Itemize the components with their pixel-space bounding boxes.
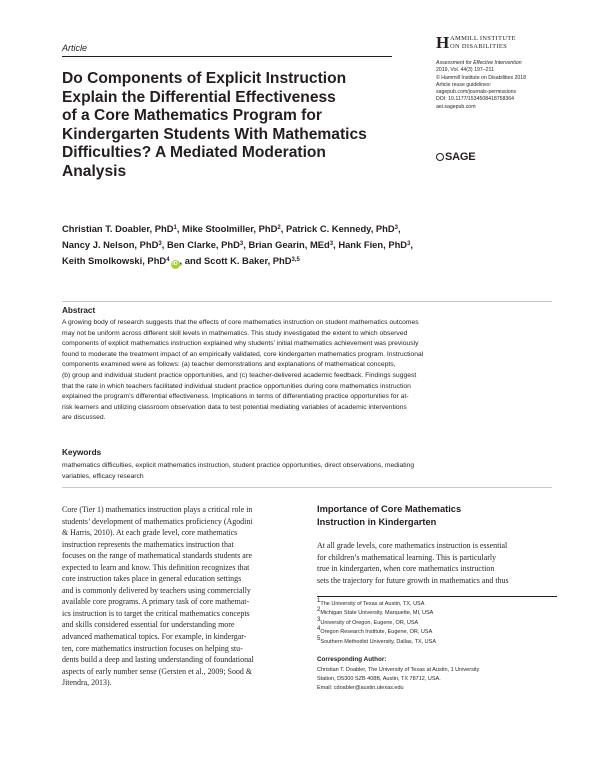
- author-name: Brian Gearin, MEd: [248, 238, 330, 250]
- abstract-divider: [62, 301, 552, 302]
- body-line: & Harris, 2010). At each grade level, core mathematics: [62, 528, 238, 538]
- sage-ring-icon: [436, 153, 444, 161]
- abstract-line: components of explicit mathematics instruction explained why students’ initial mathematics achievement was previously: [62, 340, 419, 348]
- affiliation-marker: 3: [329, 240, 334, 247]
- affiliation-marker: 3: [407, 240, 411, 247]
- affiliation-marker: 4: [166, 256, 170, 263]
- abstract-line: that the rate in which teachers facilitated individual student practice opportunities during core mathematics instruction: [62, 382, 411, 390]
- author-name: Nancy J. Nelson, PhD: [62, 238, 159, 250]
- affiliations: [317, 600, 557, 647]
- keywords-divider: [62, 487, 552, 488]
- title-line: Difficulties? A Mediated Moderation: [62, 144, 326, 161]
- abstract-line: are discussed.: [62, 414, 106, 422]
- affiliation-number: 5: [317, 635, 321, 642]
- body-line: ics instruction is to target the critical mathematics concepts: [62, 608, 250, 618]
- meta-line: 2019, Vol. 44(3) 197–211: [436, 67, 494, 74]
- body-line: true in kindergarten, when core mathematics instruction: [317, 564, 495, 574]
- affiliation: [317, 616, 557, 628]
- affiliation-marker: 2: [277, 225, 281, 231]
- author-name: Hank Fien, PhD: [338, 238, 408, 250]
- keywords-body: [62, 461, 552, 482]
- body-line: for children’s mathematical learning. This is particularly: [317, 552, 497, 562]
- affiliation-number: 1: [317, 598, 321, 604]
- body-line: advanced mathematical topics. For example, in kindergar-: [62, 632, 247, 642]
- author-list: [62, 221, 542, 269]
- author-name: Christian T. Doabler, PhD: [62, 223, 174, 234]
- title-line: of a Core Mathematics Program for: [62, 107, 322, 124]
- body-line: expected to learn and know. This definition recognizes that: [62, 562, 250, 572]
- keywords-heading: Keywords: [62, 448, 102, 457]
- author-line: Nancy J. Nelson, PhD$^3$, Ben Clarke, PhD$^3$, Brian Gearin, MEd$^3$, Hank Fien, PhD$^3$,: [62, 238, 414, 250]
- body-line: Jitendra, 2013).: [62, 678, 112, 688]
- author-name: Mike Stoolmiller, PhD: [182, 223, 278, 234]
- corresponding-line: Station, D5300 SZB 408B, Austin, TX 78712, USA.: [317, 676, 441, 683]
- affiliation: [317, 635, 557, 647]
- body-line: Core (Tier 1) mathematics instruction plays a critical role in: [62, 505, 253, 514]
- affiliation-text: The University of Texas at Austin, TX, USA: [320, 601, 425, 607]
- affiliation-text: Southern Methodist University, Dallas, TX, USA: [320, 638, 436, 645]
- affiliation-text: Michigan State University, Marquette, MI, USA: [320, 610, 434, 617]
- title-line: Do Components of Explicit Instruction: [62, 70, 347, 87]
- affiliation-marker: 3: [394, 225, 399, 231]
- title-line: Explain the Differential Effectiveness: [62, 88, 336, 106]
- author-name: and Scott K. Baker, PhD: [184, 254, 292, 266]
- keywords-line: mathematics difficulties, explicit mathematics instruction, student practice opportunities, direct observations, mediating: [62, 462, 415, 469]
- journal-metadata: [436, 60, 566, 111]
- body-line: core instruction takes place in general education settings: [62, 574, 242, 584]
- body-left-column: [62, 504, 302, 689]
- affiliation-text: University of Oregon, Eugene, OR, USA: [320, 619, 419, 626]
- abstract-line: A growing body of research suggests that the effects of core mathematics instruction on student mathematics outcomes: [62, 319, 419, 326]
- logo-line-2: ON DISABILITIES: [450, 43, 508, 50]
- affiliation-number: 3: [317, 616, 321, 623]
- body-line: aspects of early number sense (Gersten et al., 2009; Sood &: [62, 666, 253, 676]
- section-heading: [317, 503, 557, 529]
- author-line: Christian T. Doabler, PhD$^1$, Mike Stoolmiller, PhD$^2$, Patrick C. Kennedy, PhD$^3$,: [62, 223, 401, 234]
- section-heading-line: Instruction in Kindergarten: [317, 517, 437, 527]
- author-name: Ben Clarke, PhD: [166, 238, 240, 250]
- orcid-icon[interactable]: iD: [172, 260, 178, 267]
- affiliation-marker: 3: [158, 240, 162, 247]
- abstract-line: found to moderate the treatment impact of an empirically validated, core kindergarten mathematics program. Instructional: [62, 350, 424, 358]
- abstract-heading: Abstract: [62, 306, 96, 315]
- abstract-line: (b) group and individual student practice opportunities, and (c) teacher-delivered academic feedback. Findings suggest: [62, 371, 417, 379]
- body-line: At all grade levels, core mathematics instruction is essential: [317, 541, 508, 550]
- affiliation-text: Oregon Research Institute, Eugene, OR, USA: [320, 629, 433, 636]
- affiliation: [317, 628, 557, 637]
- meta-line: Article reuse guidelines:: [436, 81, 492, 88]
- affiliation-marker: 3: [239, 240, 244, 247]
- abstract-line: risk learners and utilizing classroom observation data to test potential mediating variables of academic interventions: [62, 403, 407, 411]
- author-name: Patrick C. Kennedy, PhD: [285, 223, 395, 234]
- abstract-line: components examined were as follows: (a) teacher demonstrations and explanations of mathematical concepts,: [62, 361, 396, 369]
- affiliation-number: 2: [317, 607, 321, 614]
- corresponding-line: Christian T. Doabler, The University of Texas at Austin, 1 University: [317, 667, 480, 673]
- doi-link[interactable]: DOI: 10.1177/1534508418758364: [436, 96, 515, 103]
- affiliation-marker: 3,5: [291, 256, 300, 263]
- article-title: [62, 70, 412, 181]
- hammill-logo-mark: H: [436, 33, 450, 52]
- journal-site-link[interactable]: aei.sagepub.com: [436, 103, 476, 110]
- author-name: Keith Smolkowski, PhD: [62, 254, 167, 266]
- abstract-line: explained the program’s differential effectiveness. Implications in terms of differentiating practice opportunities for at-: [62, 393, 409, 401]
- author-line: Keith Smolkowski, PhD$^4$iD , and Scott K. Baker, PhD$^{3,5}$: [62, 254, 300, 267]
- affiliation-marker: 1: [173, 225, 177, 231]
- section-heading-line: Importance of Core Mathematics: [317, 504, 462, 514]
- corresponding-author-heading: Corresponding Author:: [317, 656, 387, 663]
- permissions-link[interactable]: sagepub.com/journals-permissions: [436, 89, 517, 96]
- body-line: ten, core mathematics instruction focuses on helping stu-: [62, 643, 243, 653]
- body-right-column: [317, 540, 557, 586]
- body-line: focuses on the range of mathematical standards students are: [62, 551, 252, 561]
- corresponding-author-details: [317, 666, 557, 694]
- sage-wordmark: SAGE: [445, 151, 476, 163]
- title-line: Kindergarten Students With Mathematics: [62, 125, 367, 143]
- title-line: Analysis: [62, 162, 127, 180]
- body-line: and is commonly delivered by teachers using commercially: [62, 585, 251, 595]
- hammill-institute-logo: [436, 34, 556, 54]
- article-label: Article: [62, 43, 88, 53]
- body-line: available core programs. A primary task of core mathemat-: [62, 597, 250, 607]
- header-rule: [62, 56, 392, 57]
- keywords-line: variables, efficacy research: [62, 472, 144, 480]
- body-line: instruction represents the mathematics instruction that: [62, 539, 234, 549]
- logo-line-1: AMMILL INSTITUTE: [450, 35, 516, 42]
- meta-line: © Hammill Institute on Disabilities 2018: [436, 74, 527, 81]
- affiliation: [317, 609, 557, 618]
- abstract-body: [62, 318, 552, 424]
- abstract-line: may not be uniform across different skill levels in mathematics. This study investigated the extent to which observed: [62, 329, 408, 337]
- affiliation-number: 4: [317, 626, 321, 633]
- body-line: sets the trajectory for future growth in mathematics and thus: [317, 575, 509, 585]
- body-line: and skills considered essential for understanding more: [62, 620, 235, 630]
- corresponding-email[interactable]: Email: cdoabler@austin.utexas.edu: [317, 685, 404, 692]
- body-line: dents build a deep and lasting understanding of foundational: [62, 655, 254, 665]
- sage-logo: [436, 151, 475, 163]
- body-line: students’ development of mathematics proficiency (Agodini: [62, 516, 253, 526]
- footnote-rule: [317, 596, 557, 597]
- affiliation: [317, 600, 557, 609]
- journal-name: Assessment for Effective Intervention: [436, 60, 522, 66]
